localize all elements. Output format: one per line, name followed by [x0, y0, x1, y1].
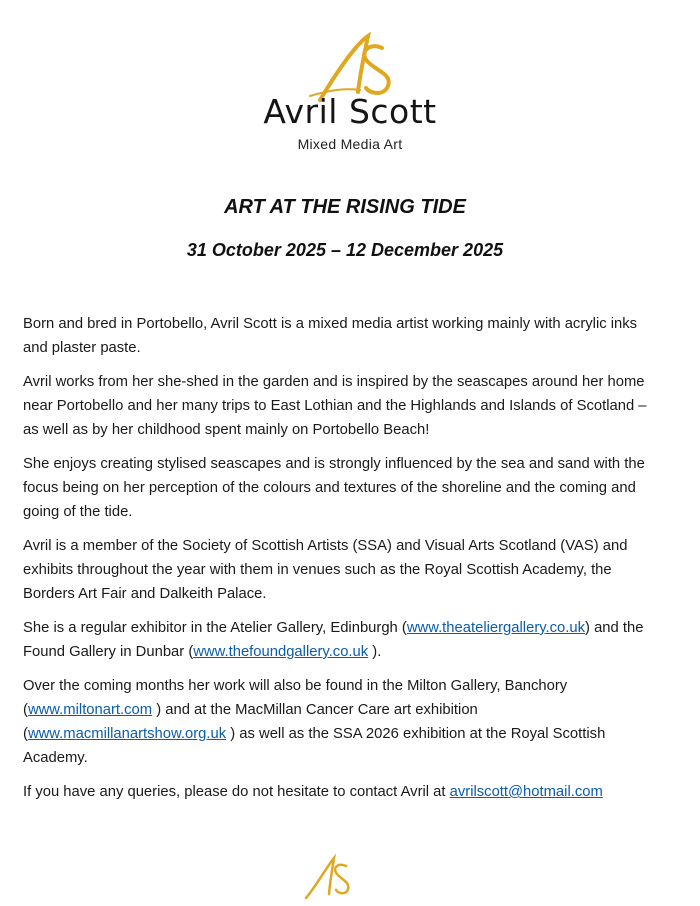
paragraph-intro: Born and bred in Portobello, Avril Scott is a mixed media artist working mainly with acrylic inks and plaster paste. [23, 316, 638, 356]
event-title: ART AT THE RISING TIDE [224, 196, 466, 218]
event-dates: 31 October 2025 – 12 December 2025 [186, 240, 504, 260]
text: If you have any queries, please do not hesitate to contact Avril at [23, 784, 450, 800]
paragraph-inspiration: Avril works from her she-shed in the garden and is inspired by the seascapes around her home near Portobello and her many trips to East Lothian and the Highlands and Islands of Scotland – as well as by her childhood spent mainly on Portobello Beach! [23, 374, 647, 438]
milton-gallery-link[interactable]: www.miltonart.com [27, 702, 153, 718]
as-monogram-footer-logo [302, 852, 354, 900]
paragraph-upcoming [23, 674, 663, 770]
text: ) as well as the SSA 2026 exhibition at the Royal Scottish Academy. [23, 726, 606, 766]
paragraph-galleries [23, 616, 663, 664]
paragraph-contact [23, 780, 663, 804]
paragraph-style: She enjoys creating stylised seascapes and is strongly influenced by the sea and sand with the focus being on her perception of the colours and textures of the shoreline and the coming and going of the tide. [23, 456, 645, 520]
paragraph-memberships: Avril is a member of the Society of Scottish Artists (SSA) and Visual Arts Scotland (VAS) and exhibits throughout the year with them in venues such as the Royal Scottish Academy, the Borders Art Fair and Dalkeith Palace. [23, 538, 628, 602]
email-link[interactable]: avrilscott@hotmail.com [449, 784, 603, 800]
article-body [23, 312, 663, 814]
found-gallery-link[interactable]: www.thefoundgallery.co.uk [193, 644, 369, 660]
brand-subtitle: Mixed Media Art [297, 136, 403, 152]
atelier-gallery-link[interactable]: www.theateliergallery.co.uk [406, 620, 586, 636]
brand-name: Avril Scott [263, 92, 437, 131]
text: ) and at the MacMillan Cancer Care art exhibition ( [23, 702, 478, 742]
text: She is a regular exhibitor in the Atelier Gallery, Edinburgh ( [23, 620, 407, 636]
text: ). [368, 644, 382, 660]
text: Over the coming months her work will also be found in the Milton Gallery, Banchory ( [23, 678, 568, 718]
text: ) and the Found Gallery in Dunbar ( [23, 620, 644, 660]
macmillan-link[interactable]: www.macmillanartshow.org.uk [27, 726, 227, 742]
